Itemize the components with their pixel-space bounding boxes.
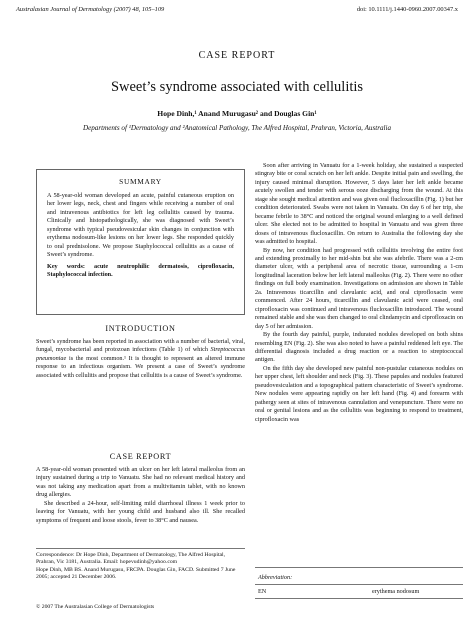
introduction-organism: Streptococcus pneumoniae: [36, 346, 245, 362]
keywords: Key words: acute neutrophilic dermatosis, ciprofloxacin, Staphylococcal infection.: [47, 262, 234, 279]
affiliation: Departments of ¹Dermatology and ²Anatomical Pathology, The Alfred Hospital, Prahran, Victoria, Australia: [82, 124, 392, 132]
case-paragraph: She described a 24-hour, self-limiting mild diarrhoeal illness 1 week prior to leaving for Vanuatu, with her young child and husband also ill. She recalled symptoms of frequent and loose stools, fever to 38°C and nausea.: [36, 499, 245, 524]
abbreviation-divider-top: [255, 567, 463, 568]
footnotes: [36, 552, 245, 582]
introduction-text-a: Sweet’s syndrome has been reported in association with a number of bacterial, viral, fungal, mycobacterial and protozoan infections (Table 1) of which: [36, 338, 245, 354]
footnote-divider: [36, 548, 245, 549]
authors: Hope Dinh,¹ Anand Murugasu² and Douglas Gin¹: [157, 109, 317, 118]
correspondence-note: Correspondence: Dr Hope Dinh, Department of Dermatology, The Alfred Hospital, Prahran, Vic 3181, Australia. Email: hopevudinh@yahoo.com: [36, 552, 226, 566]
abbreviation-divider-bottom: [255, 598, 463, 599]
article-type: CASE REPORT: [198, 50, 276, 61]
introduction-heading: INTRODUCTION: [105, 324, 176, 333]
introduction-text: [36, 338, 245, 380]
abbreviation-heading: Abbreviation:: [258, 574, 293, 581]
abbreviation-term: EN: [258, 588, 267, 595]
body-paragraph: By now, her condition had progressed with cellulitis involving the entire foot and extending proximally to her mid-shin but she was afebrile. There was a 2-cm diameter ulcer, with a peripheral area of necrotic tissue, surrounding a 1-cm longitudinal laceration below her left lateral malleolus (Fig. 2). There were no other findings on full body examination. Investigations on admission are shown in Table 2a. Intravenous ticarcillin and clavulanic acid, and oral ciprofloxacin were commenced. After 24 hours, ticarcillin and clavulanic acid were ceased, oral ciprofloxacin was continued and intravenous flucloxacillin introduced. The wound remained stable and she was then changed to oral clindamycin and ciprofloxacin on day 5 of her admission.: [255, 246, 463, 330]
introduction-text-b: is the most common.¹ It is thought to represent an altered immune response to an infectious organism. We present a case of Sweet’s syndrome associated with cellulitis and propose that cellulitis is a cause of Sweet’s syndrome.: [36, 354, 245, 379]
body-paragraph: On the fifth day she developed new painful non-pustular cutaneous nodules on her upper chest, left shoulder and neck (Fig. 3). These papules and nodules featured pseudovesiculation and a topographical pattern characteristic of Sweet’s syndrome. New nodules were appearing rapidly on her left hand (Fig. 4) and forearm with pathergy seen at sites of intravenous cannulation and venepuncture. There were no oral or genital lesions and as the cellulitis was beginning to respond to treatment, ciprofloxacin was: [255, 364, 463, 423]
journal-citation: Australasian Journal of Dermatology (2007) 48, 105–109: [16, 6, 165, 13]
abbreviation-definition: erythema nodosum: [372, 588, 420, 595]
case-paragraph: A 58-year-old woman presented with an ulcer on her left lateral malleolus from an injury sustained during a trip to Vanuatu. She had no relevant medical history and was not taking any medication apart from a multivitamin tablet, with no known drug allergies.: [36, 466, 245, 499]
copyright: © 2007 The Australasian College of Dermatologists: [36, 604, 155, 610]
body-paragraph: Soon after arriving in Vanuatu for a 1-week holiday, she sustained a suspected stingray bite or coral scratch on her left ankle. Despite initial pain and swelling, the injury caused minimal disruption. However, 5 days later her left ankle became acutely swollen and tender with serous ooze discharging from the wound. At this stage she sought medical attention and was given oral flucloxacillin (Fig. 1) but her condition deteriorated. Swabs were not taken in Vanuatu. On day 6 of her trip, she became febrile to 38°C and noticed the original wound enlarging to a well defined ulcer. She elected not to be admitted to hospital in Vanuatu and was given three doses of intravenous flucloxacillin. On return to Australia the following day she was admitted to hospital.: [255, 162, 463, 246]
article-title: Sweet’s syndrome associated with cellulitis: [110, 79, 364, 95]
doi: doi: 10.1111/j.1440-0960.2007.00347.x: [356, 6, 458, 13]
right-column-text: [255, 162, 463, 424]
summary-heading: SUMMARY: [119, 177, 162, 186]
case-report-text: [36, 466, 245, 525]
case-report-heading: CASE REPORT: [109, 452, 172, 461]
body-paragraph: By the fourth day painful, purple, indurated nodules developed on both shins resembling EN (Fig. 2). She was also noted to have a painful reddened left eye. The differential diagnosis included a drug reaction or a reaction to streptococcal antigen.: [255, 331, 463, 364]
summary-box: [36, 169, 245, 315]
abbreviation-divider-mid: [255, 584, 463, 585]
summary-body: A 58-year-old woman developed an acute, painful cutaneous eruption on her lower legs, neck, chest and fingers while receiving a number of oral and intravenous antibiotics for left leg cellulitis caused by trauma. Clinically and histopathologically, she was diagnosed with Sweet’s syndrome with typical pseudovesicular skin changes in conjunction with erythema nodosum-like lesions on her lower legs. She responded quickly to oral prednisolone. We propose Staphylococcal cellulitis as a cause of Sweet’s syndrome.: [47, 192, 234, 259]
credentials-note: Hope Dinh, MB BS. Anand Murugasu, FRCPA. Douglas Gin, FACD. Submitted 7 June 2005; accepted 21 December 2006.: [36, 566, 236, 581]
